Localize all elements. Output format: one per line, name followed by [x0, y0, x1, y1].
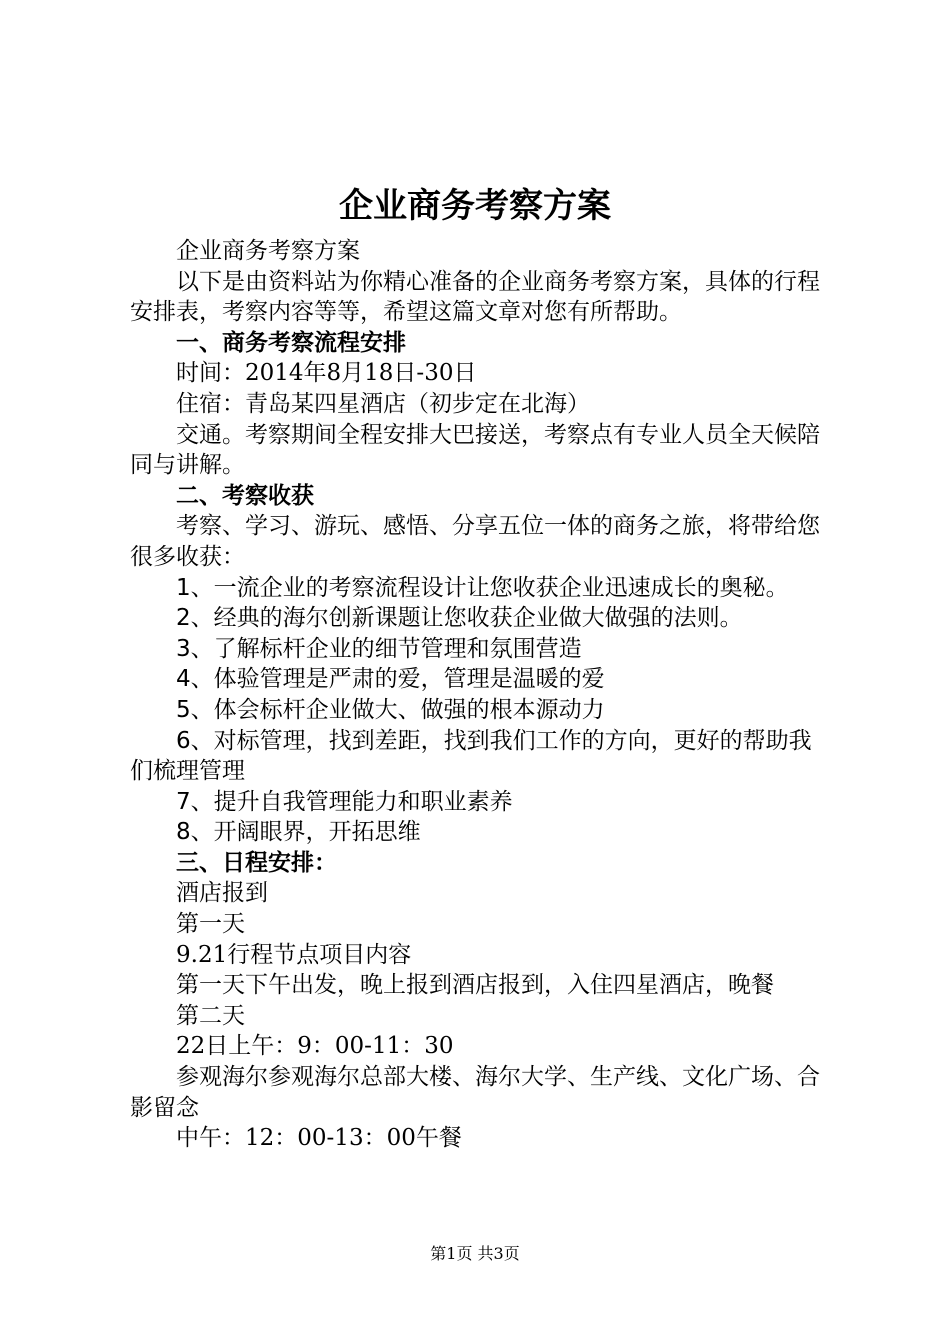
paragraph-subtitle: 企业商务考察方案 [176, 238, 360, 264]
paragraph-schedule-header: 9.21行程节点项目内容 [176, 941, 412, 968]
list-item-gain-8: 8、开阔眼界，开拓思维 [176, 819, 421, 846]
list-item-gain-4: 4、体验管理是严肃的爱，管理是温暖的爱 [176, 666, 605, 693]
paragraph-transport: 交通。考察期间全程安排大巴接送，考察点有专业人员全天候陪同与讲解。 [130, 421, 820, 479]
paragraph-day-2: 第二天 [176, 1002, 245, 1029]
list-item-gain-7: 7、提升自我管理能力和职业素养 [176, 788, 513, 815]
section-heading-3: 三、日程安排： [176, 849, 337, 876]
document-body [130, 236, 830, 1154]
section-heading-1: 一、商务考察流程安排 [176, 329, 406, 356]
paragraph-hotel-checkin: 酒店报到 [176, 880, 268, 907]
paragraph-day-1: 第一天 [176, 911, 245, 938]
section-heading-2: 二、考察收获 [176, 482, 314, 509]
list-item-gain-3: 3、了解标杆企业的细节管理和氛围营造 [176, 635, 582, 662]
list-item-gain-6: 6、对标管理，找到差距，找到我们工作的方向，更好的帮助我们梳理管理 [130, 727, 812, 785]
list-item-gain-1: 1、一流企业的考察流程设计让您收获企业迅速成长的奥秘。 [176, 574, 789, 601]
list-item-gain-5: 5、体会标杆企业做大、做强的根本源动力 [176, 696, 605, 723]
document-title: 企业商务考察方案 [339, 186, 611, 226]
paragraph-day-2-morning: 22日上午：9：00-11：30 [176, 1033, 454, 1060]
paragraph-lodging: 住宿：青岛某四星酒店（初步定在北海） [176, 390, 590, 417]
paragraph-time: 时间：2014年8月18日-30日 [176, 360, 477, 387]
page-number: 第1页 共3页 [430, 1244, 520, 1263]
paragraph-gains-intro: 考察、学习、游玩、感悟、分享五位一体的商务之旅，将带给您很多收获： [130, 513, 820, 570]
paragraph-intro: 以下是由资料站为你精心准备的企业商务考察方案，具体的行程安排表，考察内容等等，希望这篇文章对您有所帮助。 [130, 268, 820, 326]
list-item-gain-2: 2、经典的海尔创新课题让您收获企业做大做强的法则。 [176, 605, 743, 632]
paragraph-day-2-lunch: 中午：12：00-13：00午餐 [176, 1125, 462, 1152]
paragraph-day-2-visit: 参观海尔参观海尔总部大楼、海尔大学、生产线、文化广场、合影留念 [130, 1064, 820, 1121]
paragraph-day-1-detail: 第一天下午出发，晚上报到酒店报到，入住四星酒店，晚餐 [176, 972, 774, 999]
